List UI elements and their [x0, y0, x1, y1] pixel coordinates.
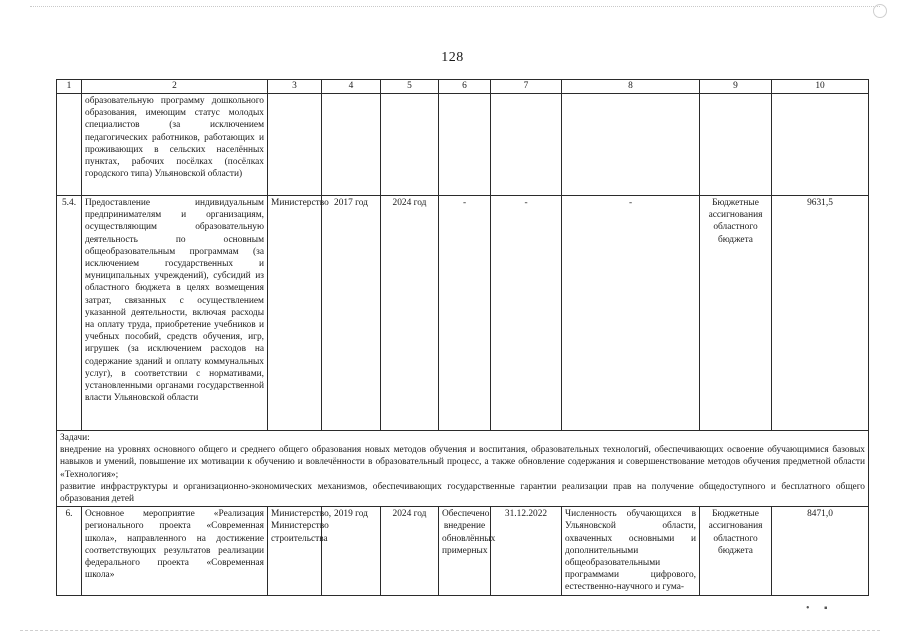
- end-year: 2024 год: [381, 196, 439, 431]
- task-item: внедрение на уровнях основного общего и среднего общего образования новых методов обучения и воспитания, образовательных технологий, обеспечивающих освоение обучающимися базовых навыков и умений, повышение их мотивации к обучению и вовлечённости в образовательный процесс, а также обновление содержания и совершенствование методов обучения предметной области «Технология»;: [60, 445, 865, 480]
- scan-marks: • ▪: [806, 603, 834, 614]
- deadline-cell: 31.12.2022: [491, 507, 562, 595]
- col6-cell: -: [439, 196, 491, 431]
- tasks-block: [57, 431, 869, 507]
- table-row: [57, 507, 869, 595]
- executor: Министерство: [268, 196, 322, 431]
- measure-text: Основное мероприятие «Реализация регионального проекта «Современная школа», направленного на достижение соответствующих результатов реализации федерального проекта «Современная школа»: [82, 507, 268, 595]
- scan-artifact-corner: [873, 4, 887, 18]
- col6-cell: [439, 94, 491, 196]
- table-row: [57, 94, 869, 196]
- task-item: развитие инфраструктуры и организационно-экономических механизмов, обеспечивающих государственные гарантии реализации прав на получение общедоступного и бесплатного общего образования детей: [60, 481, 865, 505]
- scan-artifact-top: [30, 6, 880, 11]
- funding-source: [700, 94, 772, 196]
- result-cell: Обеспечено внедрение обновлённых примерных: [439, 507, 491, 595]
- end-year: 2024 год: [381, 507, 439, 595]
- column-number-row: [57, 80, 869, 94]
- end-year: [381, 94, 439, 196]
- row-number: 6.: [57, 507, 82, 595]
- measure-text: Предоставление индивидуальным предпринимателям и организациям, осуществляющим образовательную деятельность по основным общеобразовательным программам (за исключением государственных и муниципальных учреждений), субсидий из областного бюджета в целях возмещения затрат, связанных с осуществлением указанной деятельности, включая расходы на оплату труда, приобретение учебников и учебных пособий, средств обучения, игр, игрушек (за исключением расходов на содержание зданий и оплату коммунальных услуг), в соответствии с нормативами, установленными органами государственной власти Ульяновской области: [82, 196, 268, 431]
- executor: Министерство, Министерство строительства: [268, 507, 322, 595]
- start-year: 2017 год: [322, 196, 381, 431]
- tasks-row: [57, 431, 869, 507]
- col8-cell: [562, 94, 700, 196]
- start-year: [322, 94, 381, 196]
- col7-cell: -: [491, 196, 562, 431]
- column-header: 8: [562, 80, 700, 94]
- column-header: 6: [439, 80, 491, 94]
- column-header: 4: [322, 80, 381, 94]
- start-year: 2019 год: [322, 507, 381, 595]
- executor: [268, 94, 322, 196]
- col8-cell: -: [562, 196, 700, 431]
- scan-artifact-bottom: [20, 630, 880, 635]
- funding-source: Бюджетные ассигнования областного бюджета: [700, 196, 772, 431]
- funding-amount: 8471,0: [772, 507, 869, 595]
- column-header: 3: [268, 80, 322, 94]
- col7-cell: [491, 94, 562, 196]
- funding-source: Бюджетные ассигнования областного бюджета: [700, 507, 772, 595]
- funding-amount: 9631,5: [772, 196, 869, 431]
- column-header: 10: [772, 80, 869, 94]
- page-number: 128: [441, 50, 464, 65]
- indicator-cell: Численность обучающихся в Ульяновской области, охваченных основными и дополнительными общеобразовательными программами цифрового, естественно-научного и гума-: [562, 507, 700, 595]
- funding-amount: [772, 94, 869, 196]
- column-header: 7: [491, 80, 562, 94]
- column-header: 9: [700, 80, 772, 94]
- row-number: 5.4.: [57, 196, 82, 431]
- column-header: 5: [381, 80, 439, 94]
- tasks-heading: Задачи:: [60, 433, 90, 443]
- row-number: [57, 94, 82, 196]
- measures-table: [56, 79, 869, 596]
- column-header: 2: [82, 80, 268, 94]
- measure-text: образовательную программу дошкольного образования, имеющим статус молодых специалистов (за исключением педагогических работников, работающих и проживающих в сельских населённых пунктах, рабочих посёлках (посёлках городского типа) Ульяновской области): [82, 94, 268, 196]
- table-row: [57, 196, 869, 431]
- column-header: 1: [57, 80, 82, 94]
